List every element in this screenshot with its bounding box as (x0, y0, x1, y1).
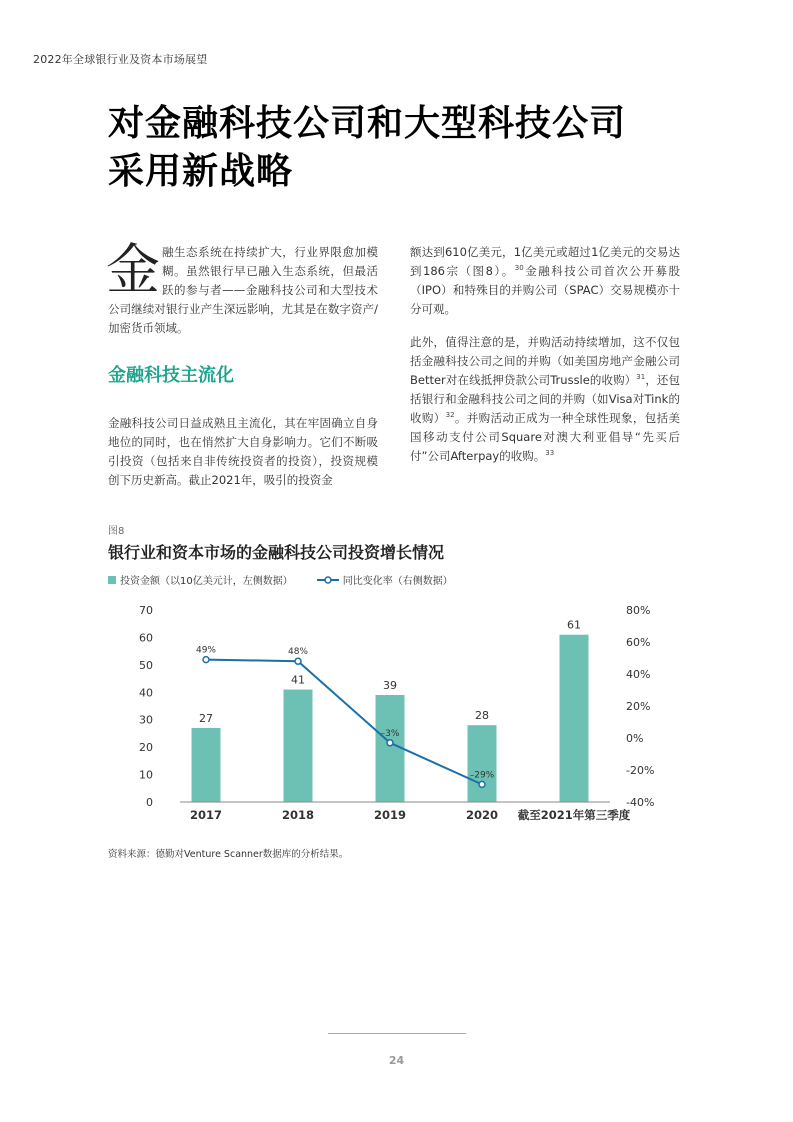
report-header: 2022年全球银行业及资本市场展望 (33, 53, 208, 66)
footer-divider (328, 1033, 466, 1034)
y-left-tick-label: 10 (139, 768, 153, 782)
footnote-ref-32[interactable]: 32 (445, 411, 455, 420)
y-right-tick-label: 0% (626, 732, 644, 745)
intro-text: 融生态系统在持续扩大，行业界限愈加模糊。虽然银行早已融入生态系统，但最活跃的参与者——金融科技公司和大型技术公司继续对银行业产生深远影响，尤其是在数字资产/加密货币领域。 (108, 245, 378, 335)
y-left-tick-label: 0 (146, 796, 153, 809)
page-number: 24 (388, 1054, 405, 1067)
yoy-point (203, 657, 209, 663)
x-tick-label: 2020 (465, 808, 499, 822)
yoy-series-line (206, 660, 482, 785)
legend-bar-label: 投资金额（以10亿美元计，左侧数据） (120, 576, 293, 587)
bar (468, 725, 497, 802)
bar-value-label: 41 (291, 673, 305, 687)
y-left-tick-label: 30 (139, 713, 153, 727)
y-right-tick-label: 60% (626, 636, 651, 649)
y-left-tick-label: 50 (139, 658, 153, 672)
page-title (108, 100, 708, 196)
bar (376, 695, 405, 802)
footnote-ref-30[interactable]: 30 (514, 264, 524, 273)
page-title-line-1: 对金融科技公司和大型科技公司 (108, 103, 627, 144)
page-title-line-2: 采用新战略 (108, 151, 294, 192)
yoy-point-label: –3% (380, 728, 400, 739)
y-left-tick-label: 40 (139, 686, 153, 700)
bar-value-label: 27 (199, 711, 213, 725)
x-tick-label: 截至2021年第三季度 (517, 808, 631, 822)
bar-value-label: 28 (475, 709, 489, 723)
figure-source: 资料来源：德勤对Venture Scanner数据库的分析结果。 (108, 849, 349, 860)
bar-value-label: 61 (567, 618, 581, 632)
investment-paragraph (410, 243, 680, 319)
yoy-point-label: 49% (195, 645, 217, 656)
intro-paragraph (106, 238, 378, 338)
figure-label: 图8 (108, 526, 125, 537)
left-column (106, 238, 378, 504)
section-subheading: 金融科技主流化 (108, 365, 234, 386)
x-tick-label: 2019 (373, 808, 407, 822)
mna-text-b: ，还包括银行和金融科技公司之间的并购（如Visa对Tink的收购） (410, 373, 680, 425)
investment-chart (100, 598, 680, 830)
yoy-point (479, 781, 485, 787)
y-right-tick-label: -40% (626, 796, 655, 809)
footnote-ref-31[interactable]: 31 (636, 373, 646, 382)
bar (192, 728, 221, 802)
y-right-tick-label: 80% (626, 604, 651, 617)
y-left-tick-label: 60 (139, 631, 153, 645)
investment-text-a: 额达到610亿美元，1亿美元或超过1亿美元的交易达到186宗（图8）。 (410, 245, 680, 278)
yoy-point-label: –29% (469, 770, 495, 781)
mna-paragraph (410, 333, 680, 466)
x-tick-label: 2018 (281, 808, 315, 822)
mna-text-a: 此外，值得注意的是，并购活动持续增加，这不仅包括金融科技公司之间的并购（如美国房地产金融公司Better对在线抵押贷款公司Trussle的收购） (410, 335, 680, 387)
mainstream-paragraph: 金融科技公司日益成熟且主流化，其在牢固确立自身地位的同时，也在悄然扩大自身影响力。它们不断吸引投资（包括来自非传统投资者的投资），投资规模创下历史新高。截止2021年，吸引的投资金 (108, 416, 378, 487)
yoy-point-label: 48% (287, 647, 309, 658)
bar-value-label: 39 (383, 679, 397, 693)
mna-text-c: 。并购活动正成为一种全球性现象，包括美国移动支付公司Square对澳大利亚倡导“先买后付”公司Afterpay的收购。 (410, 411, 681, 463)
investment-text-b: 金融科技公司首次公开募股（IPO）和特殊目的并购公司（SPAC）交易规模亦十分可观。 (410, 264, 680, 316)
dropcap: 金 (106, 238, 160, 301)
x-tick-label: 2017 (189, 808, 223, 822)
y-right-tick-label: -20% (626, 764, 655, 777)
legend-line-swatch (317, 575, 339, 585)
chart-legend (108, 572, 453, 587)
legend-line-label: 同比变化率（右侧数据） (342, 576, 453, 587)
y-left-tick-label: 20 (139, 741, 153, 755)
yoy-point (387, 740, 393, 746)
y-right-tick-label: 20% (626, 700, 651, 713)
legend-bar-swatch (108, 576, 116, 584)
y-left-tick-label: 70 (139, 604, 153, 617)
bar (284, 690, 313, 802)
y-right-tick-label: 40% (626, 668, 651, 681)
footnote-ref-33[interactable]: 33 (545, 449, 555, 458)
bar (560, 635, 589, 802)
yoy-point (295, 658, 301, 664)
figure-title: 银行业和资本市场的金融科技公司投资增长情况 (108, 543, 445, 562)
right-column (410, 243, 680, 480)
